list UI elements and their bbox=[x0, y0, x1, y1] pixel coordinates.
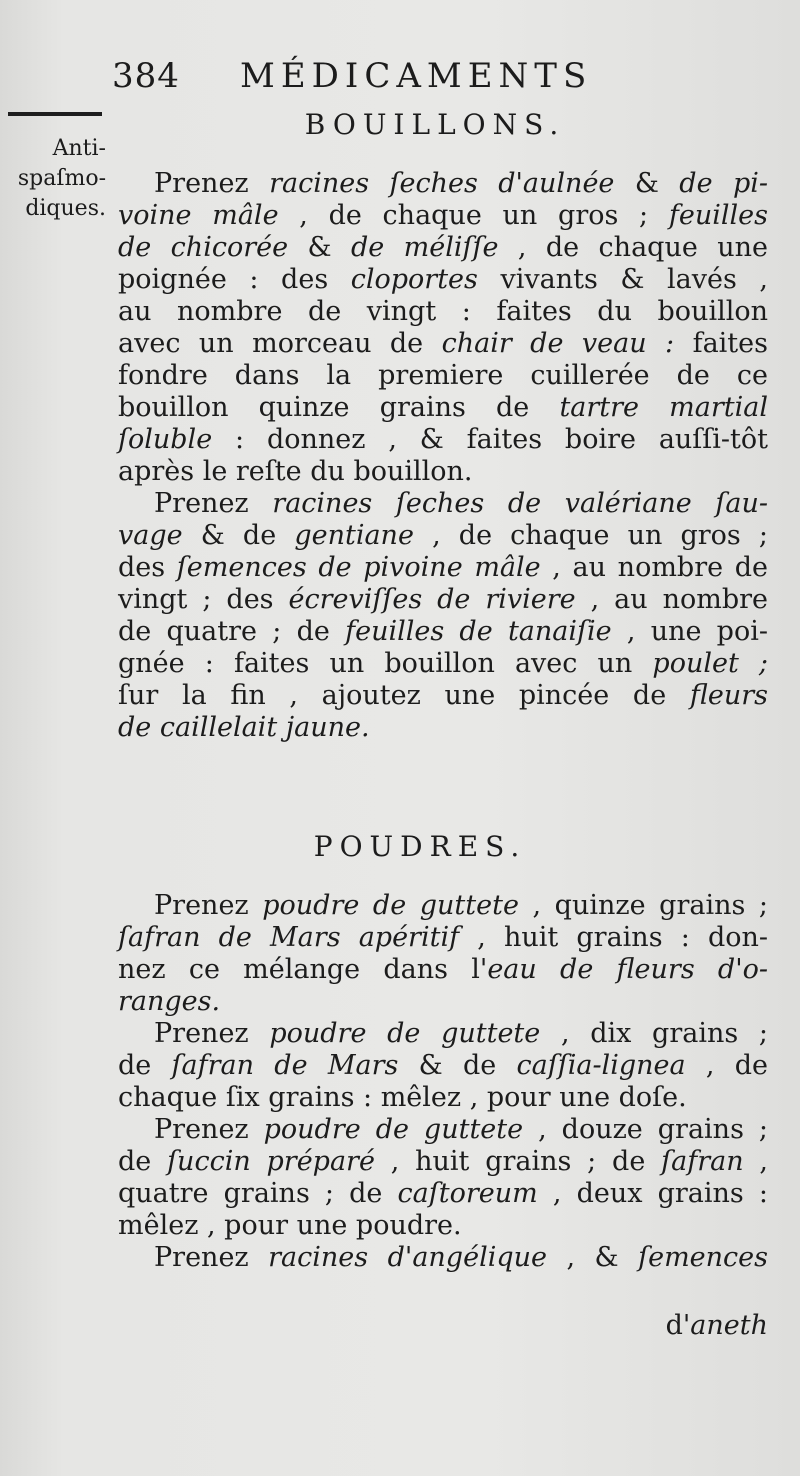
italic-term: vage bbox=[118, 520, 183, 551]
text-run: , deux grains : bbox=[537, 1178, 768, 1209]
running-head: MÉDICAMENTS bbox=[240, 56, 593, 96]
italic-term: racines ſeches d'aulnée bbox=[269, 168, 615, 199]
text-run: , douze grains ; bbox=[523, 1114, 768, 1145]
text-run: après le reſte du bouillon. bbox=[118, 456, 473, 487]
text-run: Prenez bbox=[154, 168, 270, 199]
italic-term: poudre de guttete bbox=[262, 890, 519, 921]
text-run: avec un morceau de bbox=[118, 328, 442, 359]
text-run: , & bbox=[547, 1242, 639, 1273]
poudres-line bbox=[118, 986, 768, 1018]
italic-term: eau de fleurs d'o- bbox=[487, 954, 769, 985]
poudres-text bbox=[118, 890, 768, 1274]
italic-term: de méliſſe bbox=[350, 232, 499, 263]
italic-term: de chicorée bbox=[118, 232, 289, 263]
italic-term: de pi- bbox=[679, 168, 769, 199]
text-run: de quatre ; de bbox=[118, 616, 346, 647]
italic-term: racines d'angélique bbox=[268, 1242, 547, 1273]
text-run: , de bbox=[685, 1050, 768, 1081]
bouillons-text bbox=[118, 168, 768, 744]
bouillons-line bbox=[118, 296, 768, 328]
text-run: , dix grains ; bbox=[540, 1018, 768, 1049]
italic-term: ſafran de Mars bbox=[171, 1050, 399, 1081]
text-run: & bbox=[288, 232, 351, 263]
italic-term: ſafran bbox=[661, 1146, 744, 1177]
bouillons-line bbox=[118, 584, 768, 616]
bouillons-line bbox=[118, 712, 768, 744]
italic-term: tartre martial bbox=[559, 392, 769, 423]
text-run: de bbox=[118, 1050, 172, 1081]
bouillons-line bbox=[118, 680, 768, 712]
italic-term: aneth bbox=[690, 1310, 768, 1341]
text-run: , de chaque une bbox=[498, 232, 768, 263]
poudres-line bbox=[118, 954, 768, 986]
text-run: des bbox=[118, 552, 177, 583]
margin-note-line: spaſmo- bbox=[17, 166, 106, 191]
poudres-line bbox=[118, 922, 768, 954]
text-run: faites bbox=[674, 328, 768, 359]
italic-term: poudre de guttete bbox=[263, 1114, 524, 1145]
italic-term: poudre de guttete bbox=[269, 1018, 541, 1049]
text-run: au nombre de vingt : faites du bouillon bbox=[118, 296, 768, 327]
italic-term: ranges. bbox=[118, 986, 221, 1017]
text-run: , huit grains : don- bbox=[459, 922, 768, 953]
bouillons-line bbox=[118, 232, 768, 264]
bouillons-line bbox=[118, 168, 768, 200]
text-run: Prenez bbox=[154, 488, 273, 519]
italic-term: chair de veau : bbox=[441, 328, 675, 359]
text-run: bouillon quinze grains de bbox=[118, 392, 560, 423]
bouillons-line bbox=[118, 552, 768, 584]
bouillons-line bbox=[118, 648, 768, 680]
poudres-line bbox=[118, 890, 768, 922]
bouillons-line bbox=[118, 520, 768, 552]
text-run: , de chaque un gros ; bbox=[278, 200, 669, 231]
text-run: , bbox=[743, 1146, 768, 1177]
text-run: ſur la fin , ajoutez une pincée de bbox=[118, 680, 690, 711]
text-run: Prenez bbox=[154, 890, 263, 921]
text-run: Prenez bbox=[154, 1114, 264, 1145]
poudres-line bbox=[118, 1018, 768, 1050]
poudres-line bbox=[118, 1050, 768, 1082]
text-run: & de bbox=[398, 1050, 517, 1081]
bouillons-line bbox=[118, 424, 768, 456]
italic-term: ſafran de Mars apéritif bbox=[118, 922, 460, 953]
section-heading-bouillons: BOUILLONS. bbox=[304, 108, 566, 141]
bouillons-line bbox=[118, 360, 768, 392]
bouillons-line bbox=[118, 328, 768, 360]
catchword bbox=[118, 1310, 768, 1342]
text-run: : donnez , & faites boire auſſi-tôt bbox=[212, 424, 768, 455]
text-run: de bbox=[118, 1146, 168, 1177]
text-run: , une poi- bbox=[611, 616, 768, 647]
bouillons-line bbox=[118, 456, 768, 488]
bouillons-line bbox=[118, 392, 768, 424]
margin-note-line: Anti- bbox=[52, 136, 106, 161]
bouillons-line bbox=[118, 264, 768, 296]
text-run: vingt ; des bbox=[118, 584, 289, 615]
italic-term: ſemences bbox=[638, 1242, 768, 1273]
bouillons-line bbox=[118, 200, 768, 232]
italic-term: ſoluble bbox=[118, 424, 213, 455]
italic-term: fleurs bbox=[689, 680, 768, 711]
text-run: , huit grains ; de bbox=[374, 1146, 662, 1177]
margin-note-line: diques. bbox=[25, 196, 106, 221]
bouillons-line bbox=[118, 488, 768, 520]
page-number: 384 bbox=[112, 56, 180, 96]
text-run: , quinze grains ; bbox=[518, 890, 768, 921]
italic-term: ſemences de pivoine mâle bbox=[176, 552, 541, 583]
section-heading-poudres: POUDRES. bbox=[313, 830, 527, 863]
margin-note bbox=[6, 134, 106, 224]
italic-term: caſſia-lignea bbox=[516, 1050, 686, 1081]
text-run: Prenez bbox=[154, 1242, 269, 1273]
text-run: , de chaque un gros ; bbox=[413, 520, 769, 551]
italic-term: voine mâle bbox=[118, 200, 279, 231]
catchword-line bbox=[118, 1310, 768, 1342]
text-run: vivants & lavés , bbox=[477, 264, 768, 295]
italic-term: poulet ; bbox=[652, 648, 769, 679]
text-run: fondre dans la premiere cuillerée de ce bbox=[118, 360, 768, 391]
text-run: , au nombre bbox=[575, 584, 769, 615]
poudres-line bbox=[118, 1178, 768, 1210]
text-run: , au nombre de bbox=[540, 552, 769, 583]
poudres-line bbox=[118, 1082, 768, 1114]
italic-term: gentiane bbox=[294, 520, 414, 551]
text-run: poignée : des bbox=[118, 264, 351, 295]
italic-term: caſtoreum bbox=[397, 1178, 538, 1209]
text-run: chaque ſix grains : mêlez , pour une doſe. bbox=[118, 1082, 687, 1113]
poudres-line bbox=[118, 1114, 768, 1146]
italic-term: feuilles bbox=[668, 200, 768, 231]
text-run: gnée : faites un bouillon avec un bbox=[118, 648, 653, 679]
poudres-line bbox=[118, 1242, 768, 1274]
text-run: & de bbox=[182, 520, 295, 551]
poudres-line bbox=[118, 1146, 768, 1178]
text-run: & bbox=[614, 168, 680, 199]
text-run: d' bbox=[665, 1310, 691, 1341]
poudres-line bbox=[118, 1210, 768, 1242]
italic-term: de caillelait jaune. bbox=[118, 712, 370, 743]
italic-term: ſuccin préparé bbox=[167, 1146, 375, 1177]
italic-term: écreviſſes de riviere bbox=[288, 584, 576, 615]
text-run: nez ce mélange dans l' bbox=[118, 954, 488, 985]
italic-term: racines ſeches de valériane ſau- bbox=[272, 488, 769, 519]
italic-term: feuilles de tanaiſie bbox=[345, 616, 612, 647]
text-run: mêlez , pour une poudre. bbox=[118, 1210, 462, 1241]
bouillons-line bbox=[118, 616, 768, 648]
text-run: quatre grains ; de bbox=[118, 1178, 398, 1209]
italic-term: cloportes bbox=[350, 264, 478, 295]
text-run: Prenez bbox=[154, 1018, 270, 1049]
